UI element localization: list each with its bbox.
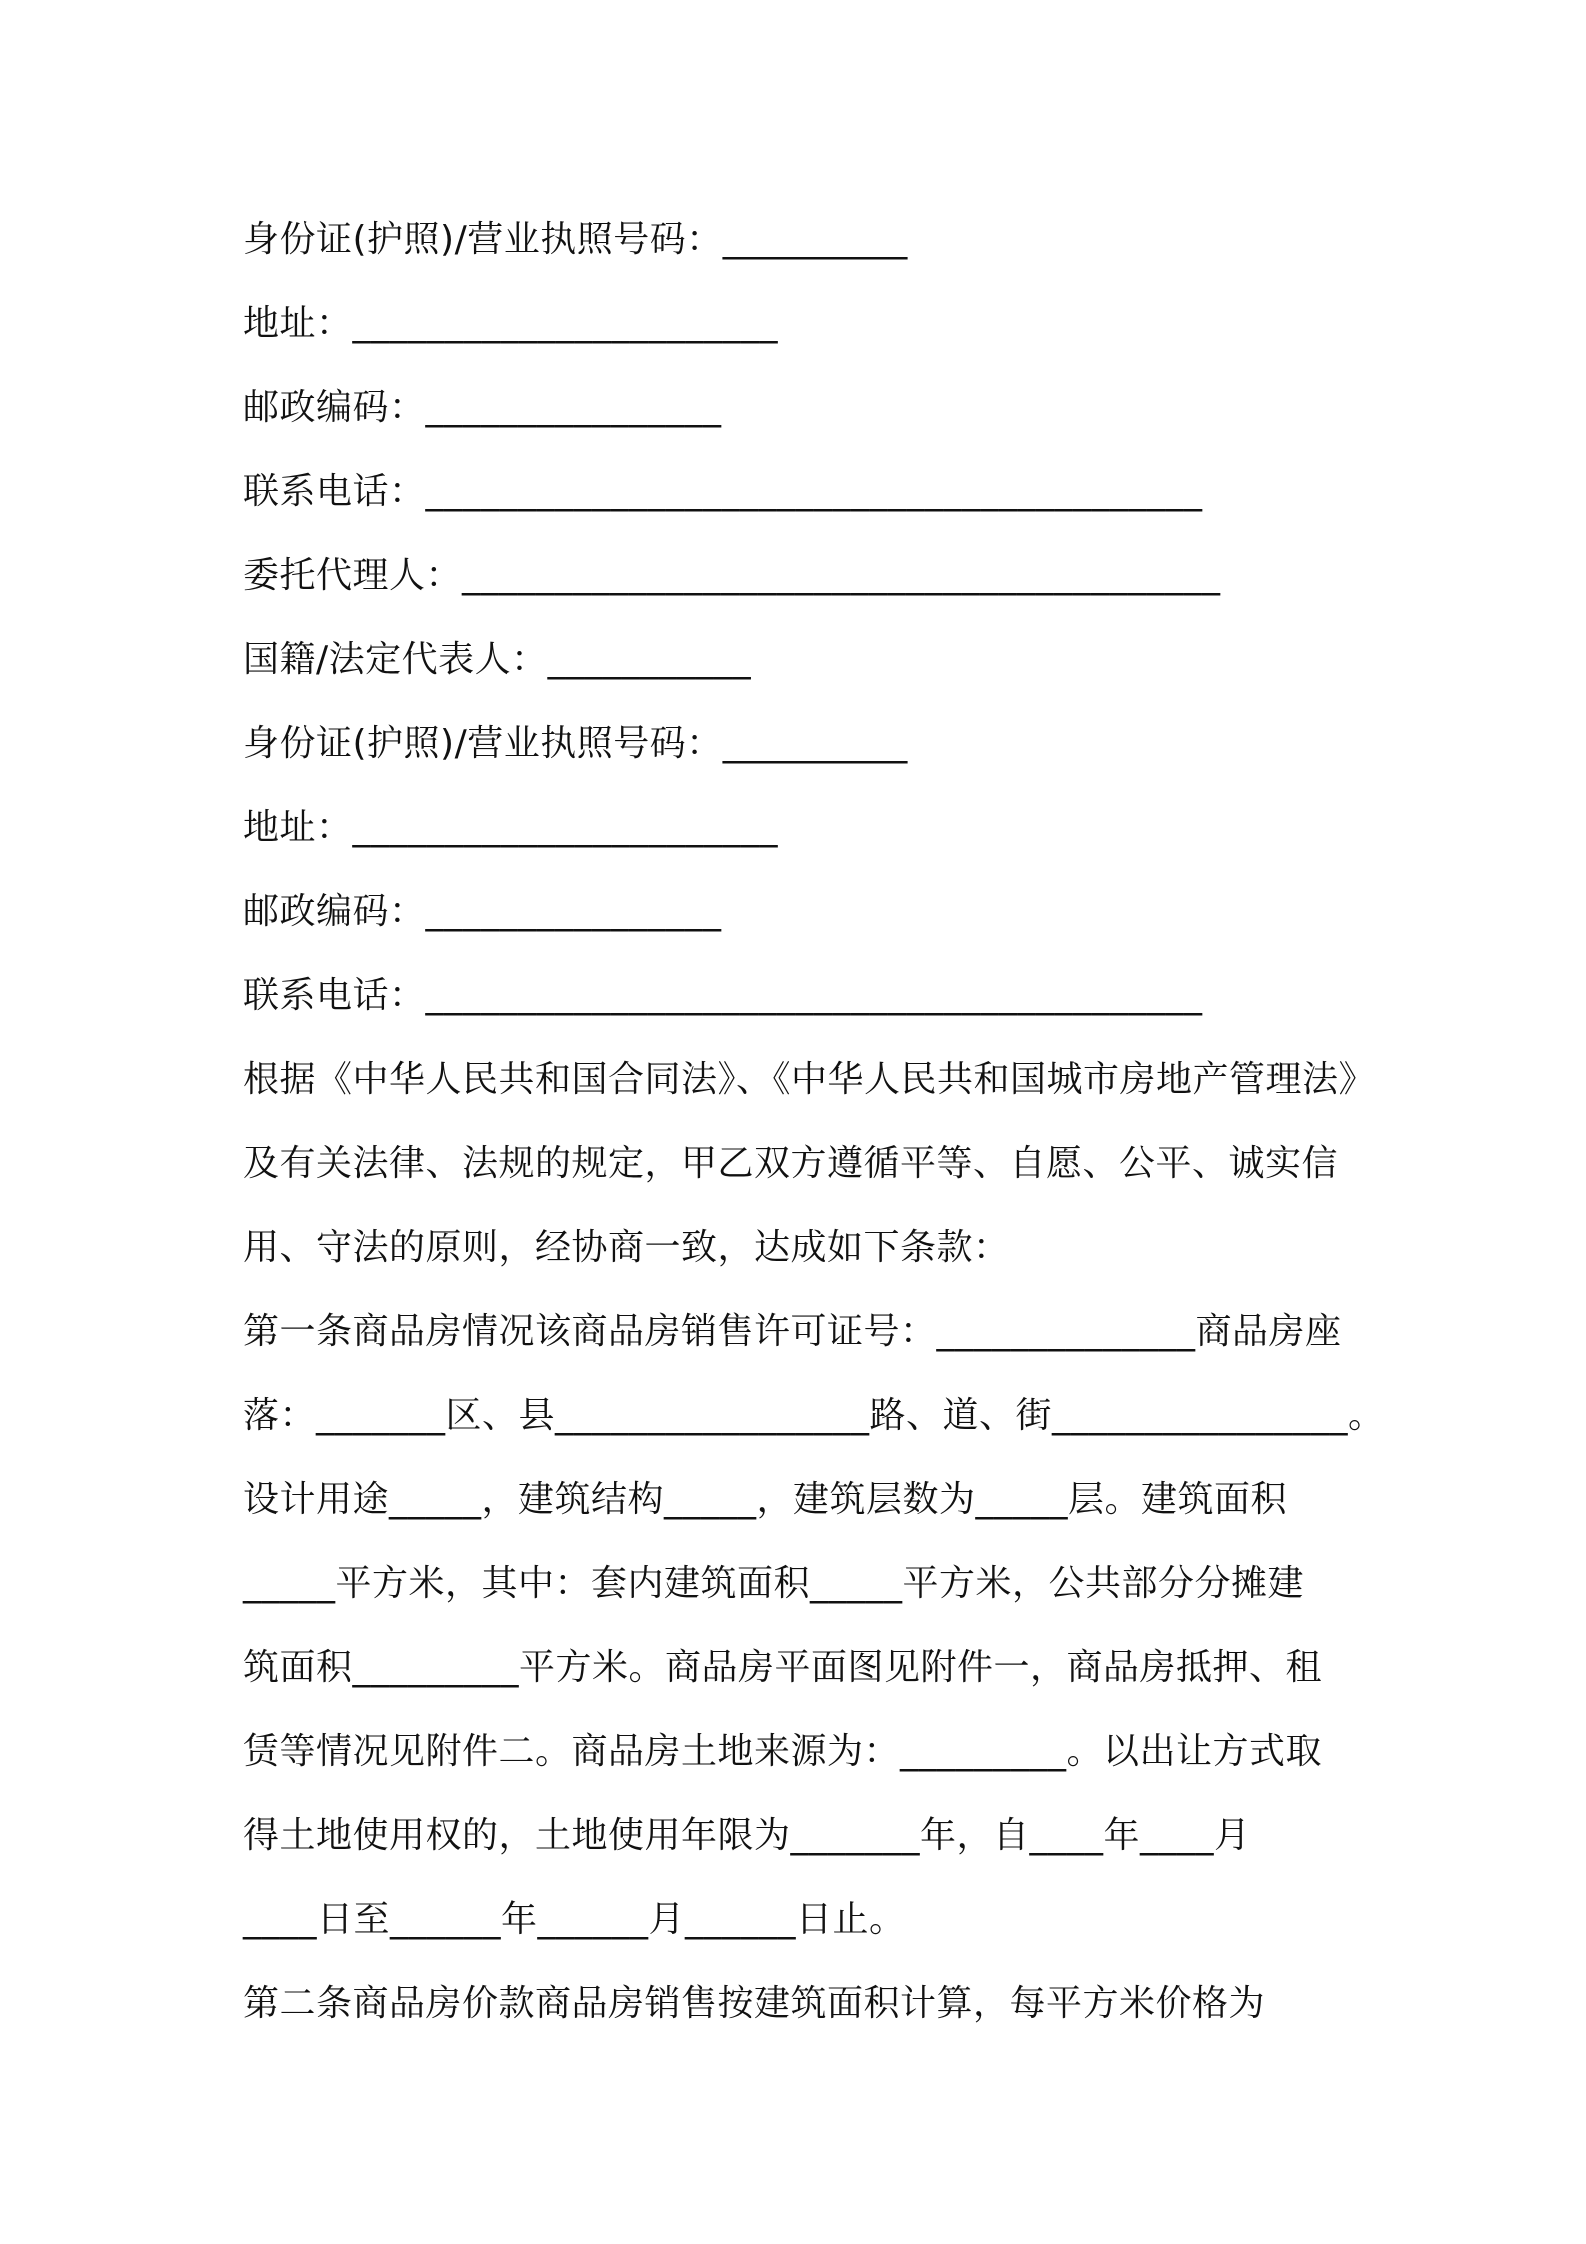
article-1-line: 第一条商品房情况该商品房销售许可证号：______________商品房座 (243, 1311, 1342, 1352)
document-content (243, 198, 1385, 2046)
preamble-line: 根据《中华人民共和国合同法》、《中华人民共和国城市房地产管理法》 (243, 1059, 1376, 1100)
preamble-line: 及有关法律、法规的规定，甲乙双方遵循平等、自愿、公平、诚实信 (243, 1143, 1339, 1184)
article-2-line: 第二条商品房价款商品房销售按建筑面积计算，每平方米价格为 (243, 1983, 1266, 2024)
id-number-field-2: 身份证(护照)/营业执照号码：__________ (243, 723, 908, 764)
address-field-1: 地址：_______________________ (243, 303, 779, 344)
agent-field: 委托代理人：_________________________________________ (243, 555, 1221, 596)
article-1-line: 赁等情况见附件二。商品房土地来源为：_________。以出让方式取 (243, 1731, 1323, 1772)
id-number-field-1: 身份证(护照)/营业执照号码：__________ (243, 219, 908, 260)
preamble-line: 用、守法的原则，经协商一致，达成如下条款： (243, 1227, 1010, 1268)
article-1-line: 设计用途_____，建筑结构_____，建筑层数为_____层。建筑面积 (243, 1479, 1288, 1520)
phone-field-1: 联系电话：__________________________________________ (243, 471, 1203, 512)
phone-field-2: 联系电话：__________________________________________ (243, 975, 1203, 1016)
postal-code-field-2: 邮政编码：________________ (243, 891, 722, 932)
article-1-line: ____日至______年______月______日止。 (243, 1899, 906, 1940)
address-field-2: 地址：_______________________ (243, 807, 779, 848)
article-1-line: 落：_______区、县_________________路、道、街________________。 (243, 1395, 1385, 1436)
article-1-line: 得土地使用权的，土地使用年限为_______年，自____年____月 (243, 1815, 1251, 1856)
nationality-representative-field: 国籍/法定代表人：___________ (243, 639, 752, 680)
postal-code-field-1: 邮政编码：________________ (243, 387, 722, 428)
article-1-line: _____平方米，其中：套内建筑面积_____平方米，公共部分分摊建 (243, 1563, 1305, 1604)
article-1-line: 筑面积_________平方米。商品房平面图见附件一，商品房抵押、租 (243, 1647, 1323, 1688)
